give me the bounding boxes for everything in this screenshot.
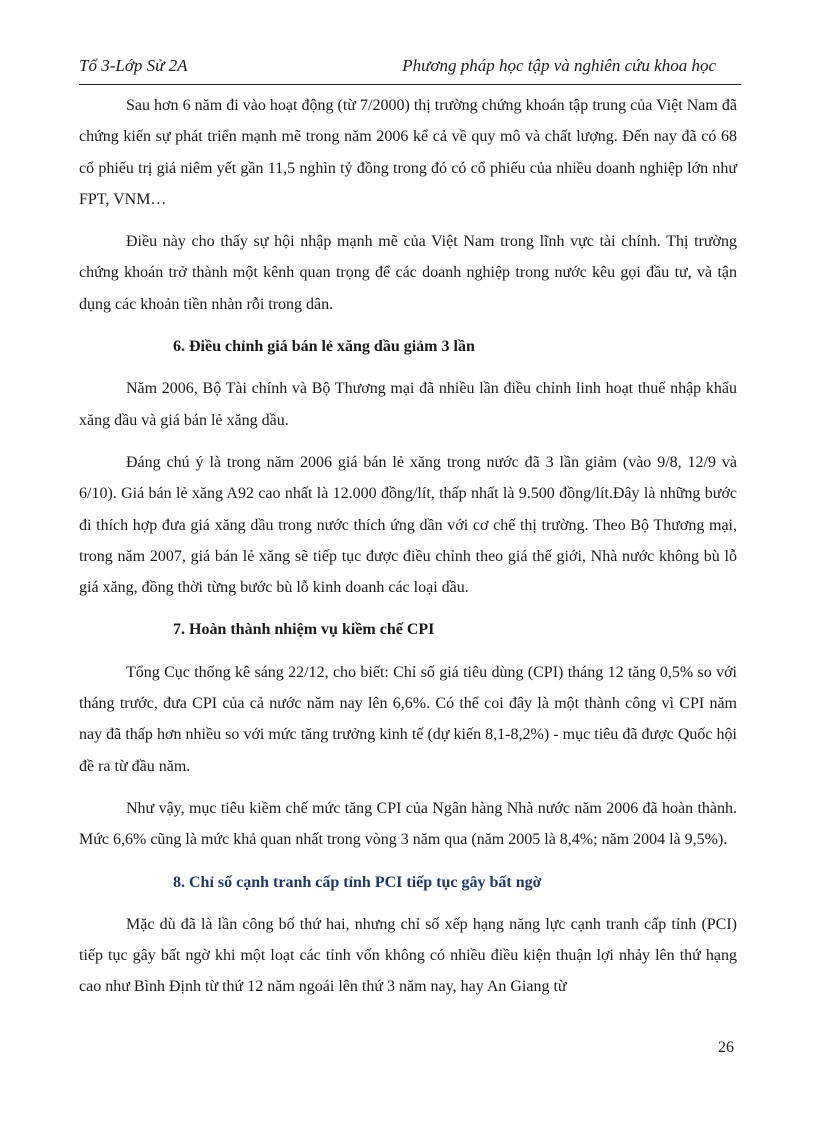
paragraph-cpi-target: Như vậy, mục tiêu kiềm chế mức tăng CPI của Ngân hàng Nhà nước năm 2006 đã hoàn thành. Mức 6,6% cũng là mức khả quan nhất trong vòng 3 năm qua (năm 2005 là 8,4%; năm 2004 là 9,5%). xyxy=(79,799,737,849)
paragraph-fuel-tax: Năm 2006, Bộ Tài chính và Bộ Thương mại đã nhiều lần điều chỉnh linh hoạt thuế nhập khẩu xăng dầu và giá bán lẻ xăng dầu. xyxy=(79,380,737,429)
section-heading-6: 6. Điều chỉnh giá bán lẻ xăng dầu giảm 3 lần xyxy=(173,338,475,356)
page-number: 26 xyxy=(718,1039,734,1056)
header-group-label: Tổ 3-Lớp Sử 2A xyxy=(79,56,188,75)
paragraph-cpi-report: Tổng Cục thống kê sáng 22/12, cho biết: Chỉ số giá tiêu dùng (CPI) tháng 12 tăng 0,5% so với tháng trước, đưa CPI của cả nước năm nay lên 6,6%. Có thể coi đây là một thành công vì CPI năm nay đã thấp hơn nhiều so với mức tăng trưởng kinh tế (dự kiến 8,1-8,2%) - mục tiêu đã được Quốc hội đề ra từ đầu năm. xyxy=(79,663,737,775)
section-heading-8: 8. Chỉ số cạnh tranh cấp tỉnh PCI tiếp tục gây bất ngờ xyxy=(173,873,542,891)
paragraph-fuel-price: Đáng chú ý là trong năm 2006 giá bán lẻ xăng trong nước đã 3 lần giảm (vào 9/8, 12/9 và 6/10). Giá bán lẻ xăng A92 cao nhất là 12.000 đồng/lít, thấp nhất là 9.500 đồng/lít.Đây là những bước đi thích hợp đưa giá xăng dầu trong nước thích ứng dần với cơ chế thị trường. Theo Bộ Thương mại, trong năm 2007, giá bán lẻ xăng sẽ tiếp tục được điều chỉnh theo giá thế giới, Nhà nước không bù lỗ giá xăng, đồng thời từng bước bù lỗ kinh doanh các loại dầu. xyxy=(79,453,737,597)
paragraph-stock-market: Sau hơn 6 năm đi vào hoạt động (từ 7/2000) thị trường chứng khoán tập trung của Việt Nam đã chứng kiến sự phát triển mạnh mẽ trong năm 2006 kể cả về quy mô và chất lượng. Đến nay đã có 68 cổ phiếu trị giá niêm yết gần 11,5 nghìn tỷ đồng trong đó có cổ phiếu của nhiều doanh nghiệp lớn như FPT, VNM… xyxy=(79,97,737,208)
section-heading-7: 7. Hoàn thành nhiệm vụ kiềm chế CPI xyxy=(173,621,435,639)
page-header xyxy=(79,54,741,85)
document-body xyxy=(79,90,737,1003)
paragraph-pci-index: Mặc dù đã là lần công bố thứ hai, nhưng chỉ số xếp hạng năng lực cạnh tranh cấp tỉnh (PCI) tiếp tục gây bất ngờ khi một loạt các tỉnh vốn không có nhiều điều kiện thuận lợi nhảy lên thứ hạng cao như Bình Định từ thứ 12 năm ngoái lên thứ 3 năm nay, hay An Giang từ xyxy=(79,915,737,996)
header-course-title: Phương pháp học tập và nghiên cứu khoa học xyxy=(402,56,716,75)
paragraph-financial-integration: Điều này cho thấy sự hội nhập mạnh mẽ của Việt Nam trong lĩnh vực tài chính. Thị trường chứng khoán trở thành một kênh quan trọng để các doanh nghiệp trong nước kêu gọi đầu tư, và tận dụng các khoản tiền nhàn rỗi trong dân. xyxy=(79,233,737,313)
